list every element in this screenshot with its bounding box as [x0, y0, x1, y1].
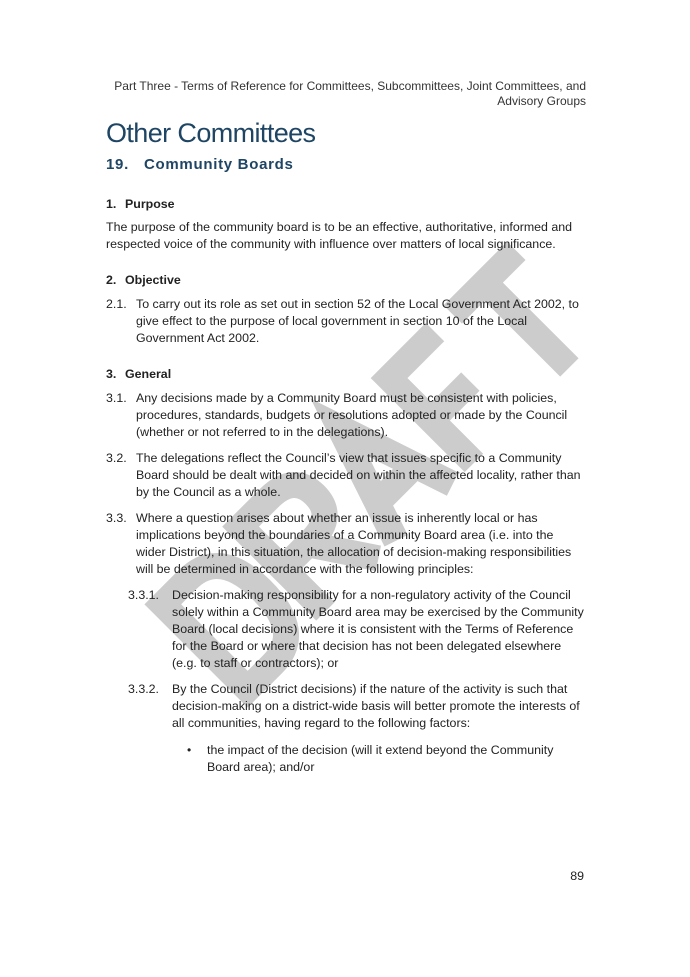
section-heading [106, 156, 294, 173]
section-title: Community Boards [144, 156, 294, 173]
page-title: Other Committees [106, 118, 316, 148]
list-item-text: Any decisions made by a Community Board must be consistent with policies, procedures, standards, budgets or resolutions adopted or made by the Council (whether or not referred to in the delegations). [136, 391, 568, 439]
general-heading-text: General [125, 367, 172, 381]
bullet-item [106, 742, 586, 776]
list-item-number: 3.1. [106, 391, 127, 405]
list-item [106, 510, 586, 578]
list-item [106, 296, 586, 347]
list-item-text: The delegations reflect the Council’s view that issues specific to a Community Board should be dealt with and decided on within the affected locality, rather than by the Council as a whole. [136, 451, 581, 499]
running-header: Part Three - Terms of Reference for Committees, Subcommittees, Joint Committees, and Advisory Groups [114, 79, 586, 108]
general-heading [106, 366, 586, 383]
sub-list-item [106, 587, 586, 672]
general-number: 3. [106, 367, 117, 381]
bullet-item-text: the impact of the decision (will it extend beyond the Community Board area); and/or [207, 743, 554, 774]
purpose-heading-text: Purpose [125, 197, 175, 211]
purpose-text: The purpose of the community board is to be an effective, authoritative, informed and respected voice of the community with influence over matters of local significance. [106, 220, 573, 251]
sub-list-item-text: Decision-making responsibility for a non-regulatory activity of the Council solely within a Community Board area may be exercised by the Community Board (local decisions) where it is consistent with the Terms of Reference for the Board or where that decision has not been delegated elsewhere (e.g. to staff or contractors); or [172, 588, 584, 670]
objective-heading [106, 272, 586, 289]
document-body [106, 196, 586, 776]
sub-list-item-text: By the Council (District decisions) if the nature of the activity is such that decision-making on a district-wide basis will better promote the interests of all communities, having regard to the following factors: [172, 682, 580, 730]
page-number: 89 [570, 869, 584, 883]
list-item [106, 450, 586, 501]
list-item-number: 3.3. [106, 511, 127, 525]
sub-list-item [106, 681, 586, 732]
objective-number: 2. [106, 273, 117, 287]
list-item-text: Where a question arises about whether an issue is inherently local or has implications beyond the boundaries of a Community Board area (i.e. into the wider District), in this situation, the allocation of decision-making responsibilities will be determined in accordance with the following principles: [136, 511, 572, 576]
section-number: 19. [106, 156, 129, 173]
purpose-number: 1. [106, 197, 117, 211]
list-item [106, 390, 586, 441]
list-item-number: 3.2. [106, 451, 127, 465]
objective-heading-text: Objective [125, 273, 181, 287]
list-item-number: 2.1. [106, 297, 127, 311]
purpose-heading [106, 196, 586, 213]
sub-list-item-number: 3.3.2. [128, 682, 160, 696]
bullet-icon: • [187, 743, 192, 757]
list-item-text: To carry out its role as set out in section 52 of the Local Government Act 2002, to give effect to the purpose of local government in section 10 of the Local Government Act 2002. [136, 297, 579, 345]
sub-list-item-number: 3.3.1. [128, 588, 160, 602]
